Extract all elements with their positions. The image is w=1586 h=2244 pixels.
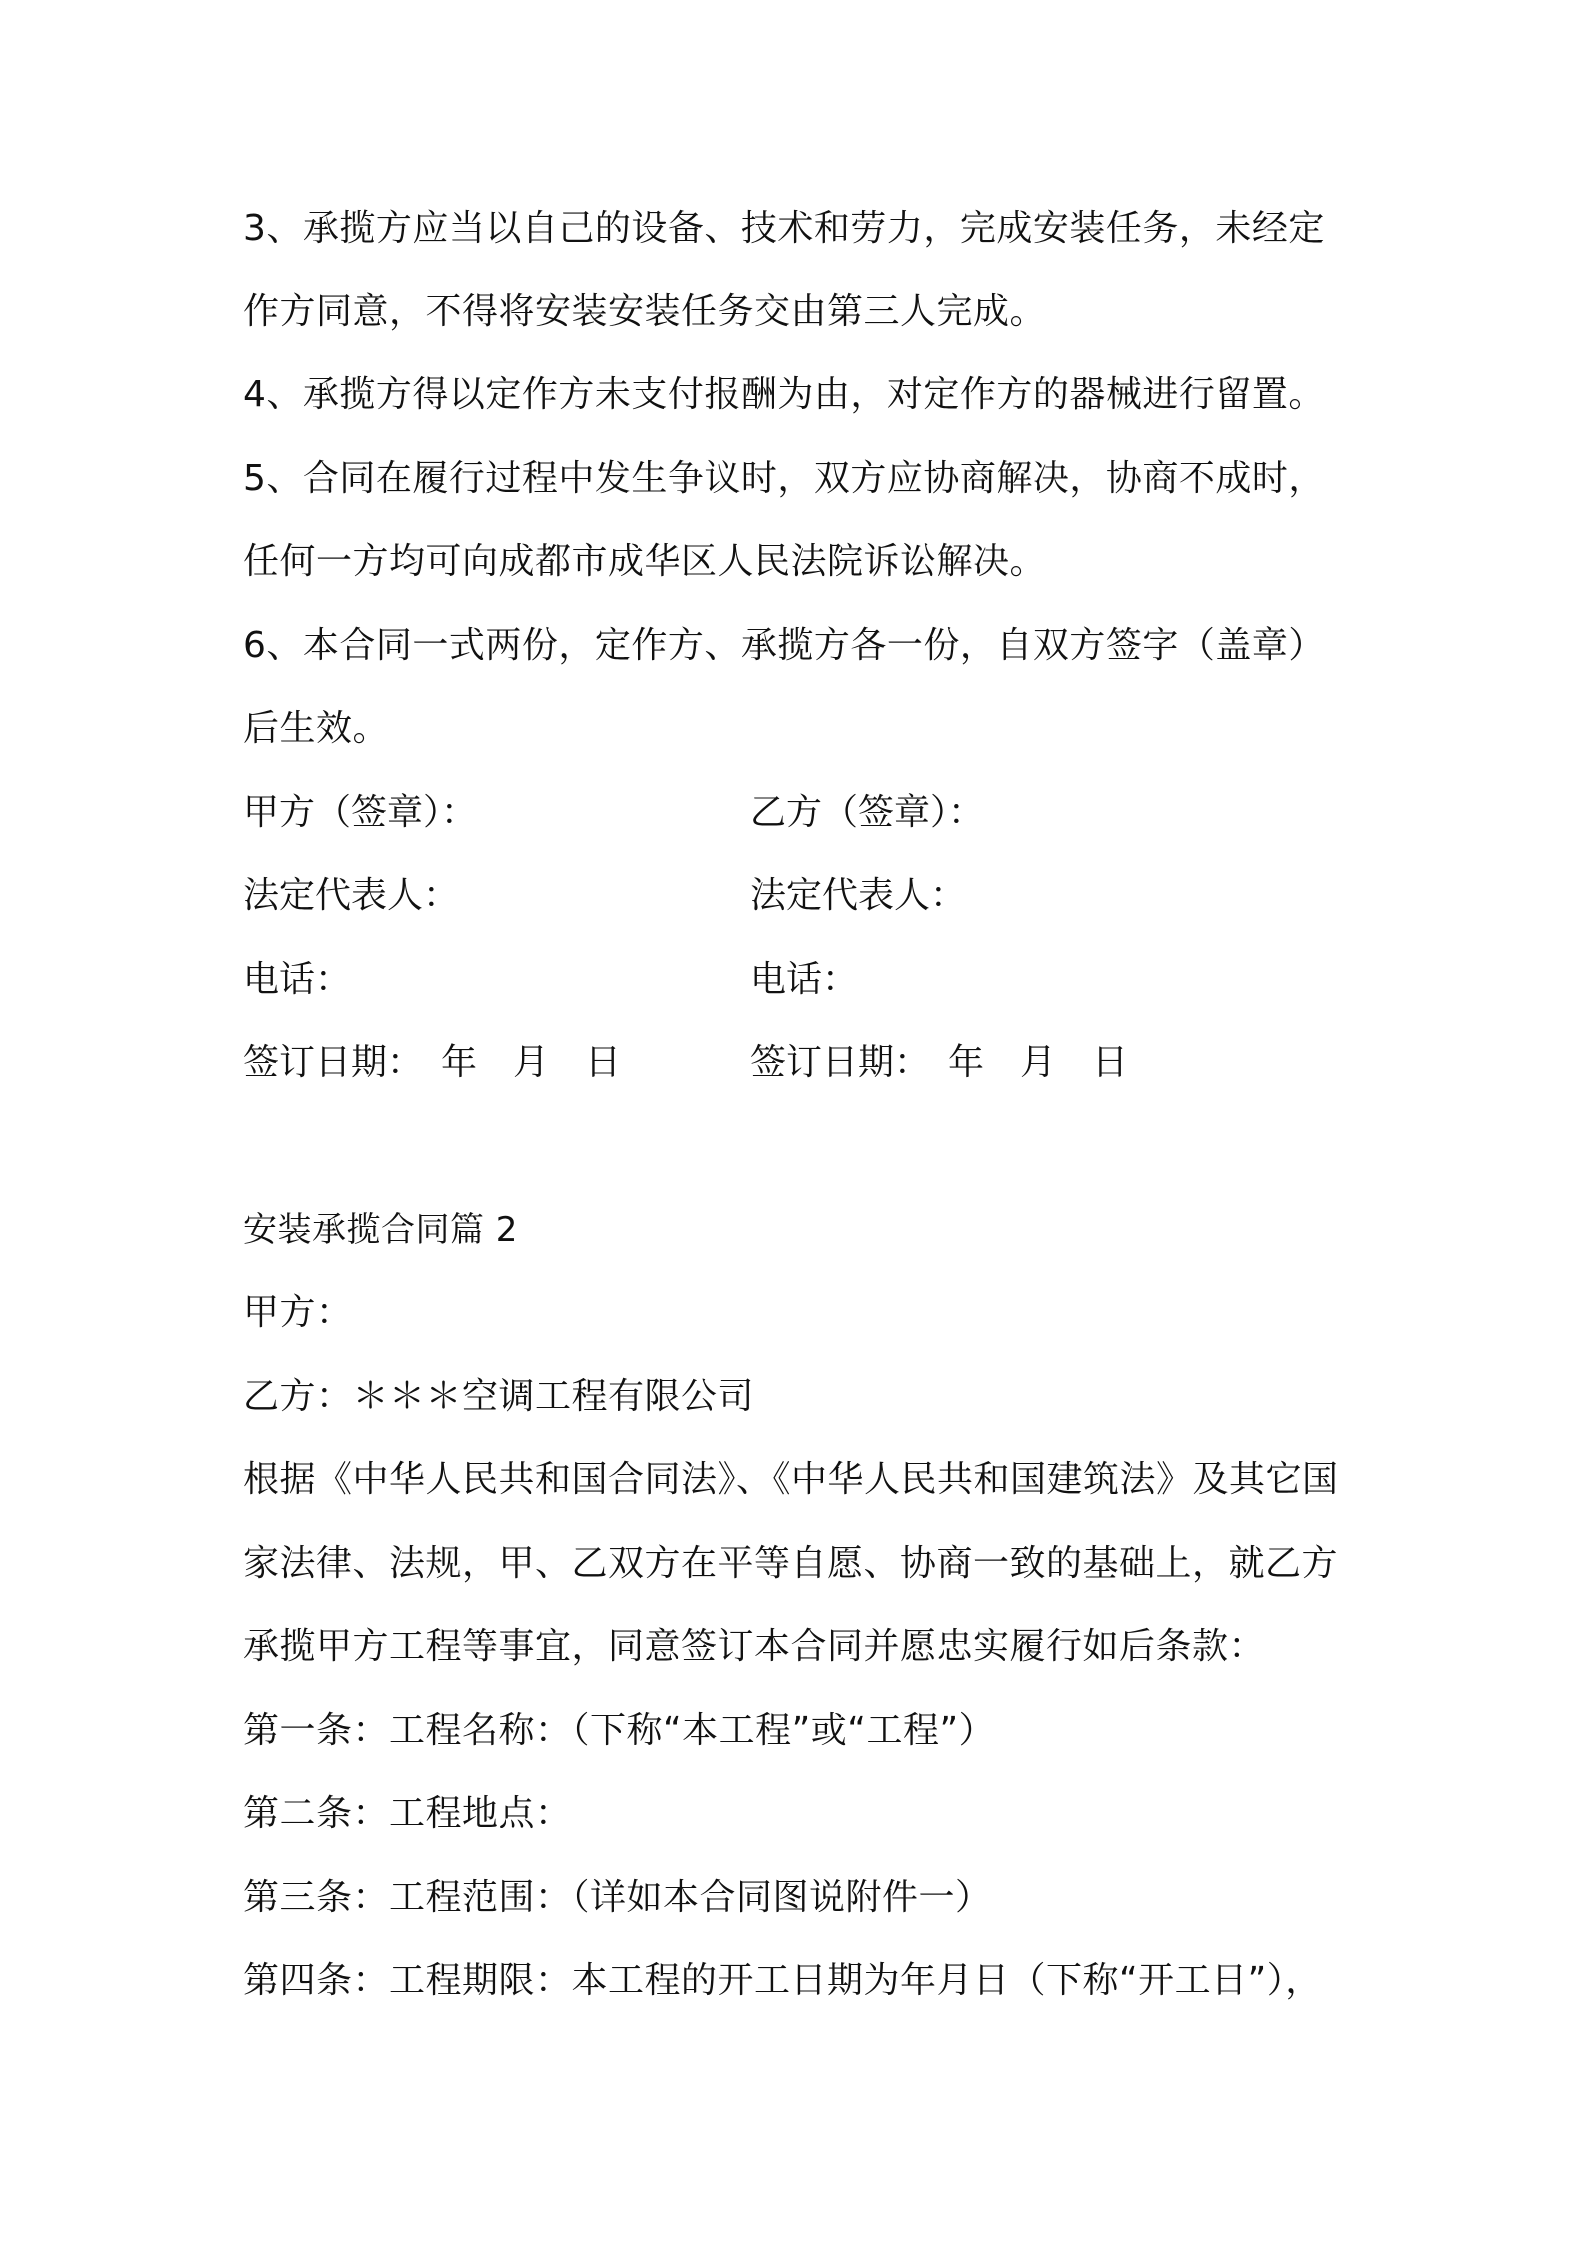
article-4: 第四条：工程期限：本工程的开工日期为年月日（下称“开工日”），	[243, 1960, 1322, 2001]
signature-phone-row	[243, 956, 1363, 1004]
party-b-sign-date: 签订日期： 年 月 日	[750, 1042, 1129, 1083]
party-b-phone: 电话：	[750, 959, 859, 1000]
section-2-party-b: 乙方：＊＊＊空调工程有限公司	[243, 1376, 755, 1417]
article-2: 第二条：工程地点：	[243, 1793, 572, 1834]
clause-6-line-2: 后生效。	[243, 708, 390, 749]
article-1: 第一条：工程名称：（下称“本工程”或“工程”）	[243, 1710, 996, 1751]
clause-3-line-2: 作方同意，不得将安装安装任务交由第三人完成。	[243, 291, 1047, 332]
preamble-line-2: 家法律、法规，甲、乙双方在平等自愿、协商一致的基础上，就乙方	[243, 1543, 1339, 1584]
clause-3-line-1: 3、承揽方应当以自己的设备、技术和劳力，完成安装任务，未经定	[243, 208, 1325, 249]
signature-seal-row	[243, 789, 1363, 837]
clause-6-line-1: 6、本合同一式两份，定作方、承揽方各一份，自双方签字（盖章）	[243, 625, 1325, 666]
clause-5-line-2: 任何一方均可向成都市成华区人民法院诉讼解决。	[243, 541, 1047, 582]
party-b-representative: 法定代表人：	[750, 875, 967, 916]
party-a-sign-date: 签订日期： 年 月 日	[243, 1042, 622, 1083]
party-a-phone: 电话：	[243, 959, 352, 1000]
section-2-party-a: 甲方：	[243, 1292, 353, 1333]
party-a-seal: 甲方（签章）：	[243, 792, 478, 833]
clause-5-line-1: 5、合同在履行过程中发生争议时，双方应协商解决，协商不成时，	[243, 458, 1325, 499]
clause-4: 4、承揽方得以定作方未支付报酬为由，对定作方的器械进行留置。	[243, 374, 1325, 415]
preamble-line-3: 承揽甲方工程等事宜，同意签订本合同并愿忠实履行如后条款：	[243, 1626, 1266, 1667]
signature-rep-row	[243, 872, 1363, 920]
preamble-line-1: 根据《中华人民共和国合同法》、《中华人民共和国建筑法》及其它国	[243, 1459, 1339, 1500]
signature-date-row	[243, 1039, 1363, 1087]
section-2-title: 安装承揽合同篇 2	[243, 1210, 518, 1250]
party-b-seal: 乙方（签章）：	[750, 792, 985, 833]
article-3: 第三条：工程范围：（详如本合同图说附件一）	[243, 1877, 992, 1918]
party-a-representative: 法定代表人：	[243, 875, 460, 916]
